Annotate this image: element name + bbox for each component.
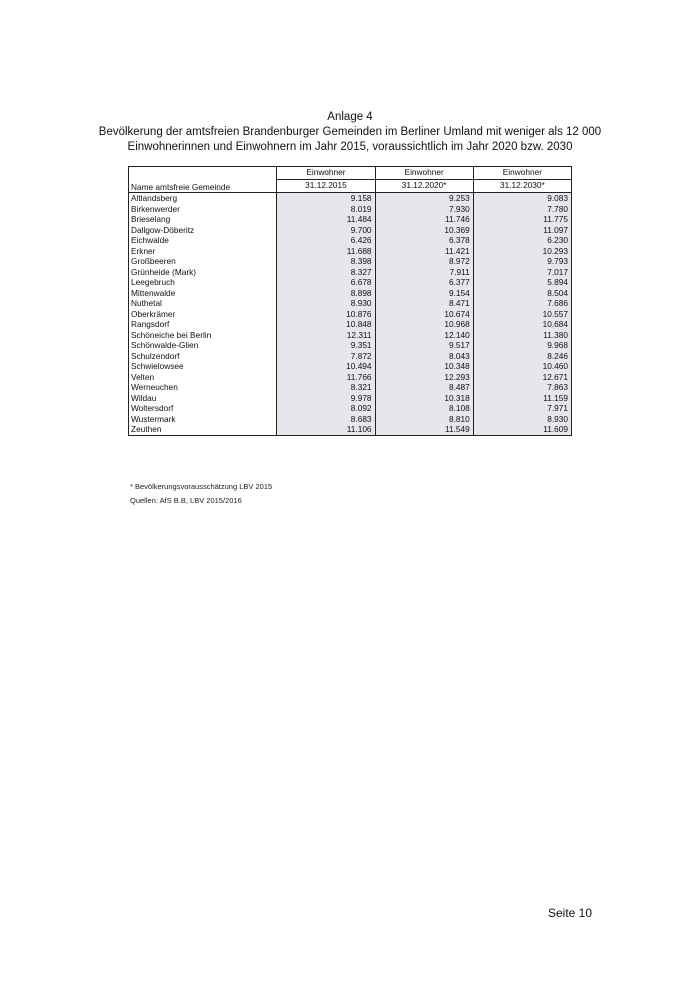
- table-row: [129, 393, 572, 404]
- column-header-2015-label: Einwohner: [277, 167, 375, 180]
- value-2020-cell: 8.043: [375, 351, 473, 362]
- table-row: [129, 246, 572, 257]
- value-2015-cell: 10.876: [277, 309, 375, 320]
- table-row: [129, 298, 572, 309]
- table-row: [129, 330, 572, 341]
- municipality-cell: Werneuchen: [129, 382, 277, 393]
- value-2030-cell: 7.780: [473, 204, 571, 215]
- value-2015-cell: 8.683: [277, 414, 375, 425]
- value-2020-cell: 8.108: [375, 403, 473, 414]
- value-2015-cell: 8.930: [277, 298, 375, 309]
- table-row: [129, 361, 572, 372]
- value-2020-cell: 8.487: [375, 382, 473, 393]
- footnote-projection: * Bevölkerungsvorausschätzung LBV 2015: [130, 482, 273, 491]
- table-row: [129, 256, 572, 267]
- value-2015-cell: 12.311: [277, 330, 375, 341]
- value-2030-cell: 9.083: [473, 193, 571, 204]
- footnote-sources: Quellen: AfS B.B, LBV 2015/2016: [130, 496, 242, 505]
- value-2015-cell: 6.678: [277, 277, 375, 288]
- value-2030-cell: 9.968: [473, 340, 571, 351]
- value-2020-cell: 7.911: [375, 267, 473, 278]
- municipality-cell: Nuthetal: [129, 298, 277, 309]
- value-2030-cell: 10.460: [473, 361, 571, 372]
- table-row: [129, 340, 572, 351]
- value-2030-cell: 8.930: [473, 414, 571, 425]
- value-2020-cell: 9.517: [375, 340, 473, 351]
- table-row: [129, 235, 572, 246]
- municipality-cell: Zeuthen: [129, 424, 277, 435]
- municipality-cell: Eichwalde: [129, 235, 277, 246]
- value-2030-cell: 11.609: [473, 424, 571, 435]
- value-2020-cell: 9.154: [375, 288, 473, 299]
- municipality-cell: Altlandsberg: [129, 193, 277, 204]
- value-2030-cell: 12.671: [473, 372, 571, 383]
- municipality-cell: Brieselang: [129, 214, 277, 225]
- population-table: [128, 166, 572, 436]
- table-row: [129, 214, 572, 225]
- value-2020-cell: 10.318: [375, 393, 473, 404]
- column-header-2030-label: Einwohner: [473, 167, 571, 180]
- value-2030-cell: 11.159: [473, 393, 571, 404]
- table-row: [129, 372, 572, 383]
- municipality-cell: Schwielowsee: [129, 361, 277, 372]
- municipality-cell: Schönwalde-Glien: [129, 340, 277, 351]
- municipality-cell: Wustermark: [129, 414, 277, 425]
- value-2015-cell: 9.978: [277, 393, 375, 404]
- value-2030-cell: 9.793: [473, 256, 571, 267]
- municipality-cell: Leegebruch: [129, 277, 277, 288]
- value-2030-cell: 8.246: [473, 351, 571, 362]
- page-number: Seite 10: [548, 906, 593, 920]
- value-2030-cell: 7.971: [473, 403, 571, 414]
- value-2015-cell: 7.872: [277, 351, 375, 362]
- value-2020-cell: 11.421: [375, 246, 473, 257]
- value-2030-cell: 8.504: [473, 288, 571, 299]
- municipality-cell: Schulzendorf: [129, 351, 277, 362]
- table-title-line-2: Einwohnerinnen und Einwohnern im Jahr 2015, voraussichtlich im Jahr 2020 bzw. 2030: [127, 141, 573, 153]
- column-header-2020-label: Einwohner: [375, 167, 473, 180]
- municipality-cell: Erkner: [129, 246, 277, 257]
- table-row: [129, 267, 572, 278]
- value-2030-cell: 7.863: [473, 382, 571, 393]
- table-title-line-1: Bevölkerung der amtsfreien Brandenburger Gemeinden im Berliner Umland mit weniger als 12 000: [98, 126, 602, 138]
- value-2015-cell: 8.092: [277, 403, 375, 414]
- value-2015-cell: 9.351: [277, 340, 375, 351]
- table-row: [129, 382, 572, 393]
- table-row: [129, 351, 572, 362]
- value-2020-cell: 10.369: [375, 225, 473, 236]
- table-row: [129, 309, 572, 320]
- table-row: [129, 225, 572, 236]
- value-2015-cell: 8.321: [277, 382, 375, 393]
- value-2015-cell: 8.898: [277, 288, 375, 299]
- value-2030-cell: 7.686: [473, 298, 571, 309]
- value-2030-cell: 10.293: [473, 246, 571, 257]
- municipality-cell: Oberkrämer: [129, 309, 277, 320]
- municipality-cell: Wildau: [129, 393, 277, 404]
- municipality-cell: Dallgow-Döberitz: [129, 225, 277, 236]
- table-row: [129, 204, 572, 215]
- value-2015-cell: 9.158: [277, 193, 375, 204]
- value-2015-cell: 11.484: [277, 214, 375, 225]
- municipality-cell: Grünheide (Mark): [129, 267, 277, 278]
- table-row: [129, 277, 572, 288]
- municipality-cell: Rangsdorf: [129, 319, 277, 330]
- value-2020-cell: 8.471: [375, 298, 473, 309]
- value-2030-cell: 11.097: [473, 225, 571, 236]
- table-row: [129, 319, 572, 330]
- value-2015-cell: 11.106: [277, 424, 375, 435]
- value-2015-cell: 11.688: [277, 246, 375, 257]
- value-2030-cell: 11.775: [473, 214, 571, 225]
- value-2015-cell: 8.327: [277, 267, 375, 278]
- value-2015-cell: 9.700: [277, 225, 375, 236]
- value-2015-cell: 8.019: [277, 204, 375, 215]
- value-2030-cell: 7.017: [473, 267, 571, 278]
- value-2015-cell: 10.494: [277, 361, 375, 372]
- value-2030-cell: 11.380: [473, 330, 571, 341]
- municipality-cell: Mittenwalde: [129, 288, 277, 299]
- column-header-municipality: Name amtsfreie Gemeinde: [129, 167, 277, 193]
- municipality-cell: Birkenwerder: [129, 204, 277, 215]
- municipality-cell: Großbeeren: [129, 256, 277, 267]
- value-2020-cell: 11.746: [375, 214, 473, 225]
- value-2030-cell: 10.684: [473, 319, 571, 330]
- table-row: [129, 424, 572, 435]
- value-2020-cell: 10.674: [375, 309, 473, 320]
- value-2020-cell: 9.253: [375, 193, 473, 204]
- value-2020-cell: 10.348: [375, 361, 473, 372]
- column-header-2030-date: 31.12.2030*: [473, 180, 571, 193]
- value-2020-cell: 10.968: [375, 319, 473, 330]
- value-2020-cell: 8.972: [375, 256, 473, 267]
- table-body: [129, 193, 572, 436]
- value-2015-cell: 8.398: [277, 256, 375, 267]
- column-header-2020-date: 31.12.2020*: [375, 180, 473, 193]
- table-header-row: [129, 167, 572, 180]
- table-row: [129, 288, 572, 299]
- municipality-cell: Velten: [129, 372, 277, 383]
- value-2030-cell: 5.894: [473, 277, 571, 288]
- municipality-cell: Woltersdorf: [129, 403, 277, 414]
- value-2030-cell: 6.230: [473, 235, 571, 246]
- value-2020-cell: 12.293: [375, 372, 473, 383]
- value-2015-cell: 6.426: [277, 235, 375, 246]
- value-2020-cell: 6.377: [375, 277, 473, 288]
- table-row: [129, 193, 572, 204]
- value-2030-cell: 10.557: [473, 309, 571, 320]
- municipality-cell: Schöneiche bei Berlin: [129, 330, 277, 341]
- column-header-2015-date: 31.12.2015: [277, 180, 375, 193]
- value-2020-cell: 7.930: [375, 204, 473, 215]
- value-2020-cell: 12.140: [375, 330, 473, 341]
- value-2015-cell: 10.848: [277, 319, 375, 330]
- value-2020-cell: 11.549: [375, 424, 473, 435]
- annex-label: Anlage 4: [327, 111, 373, 123]
- value-2020-cell: 6.378: [375, 235, 473, 246]
- table-row: [129, 403, 572, 414]
- table-row: [129, 414, 572, 425]
- value-2020-cell: 8.810: [375, 414, 473, 425]
- value-2015-cell: 11.766: [277, 372, 375, 383]
